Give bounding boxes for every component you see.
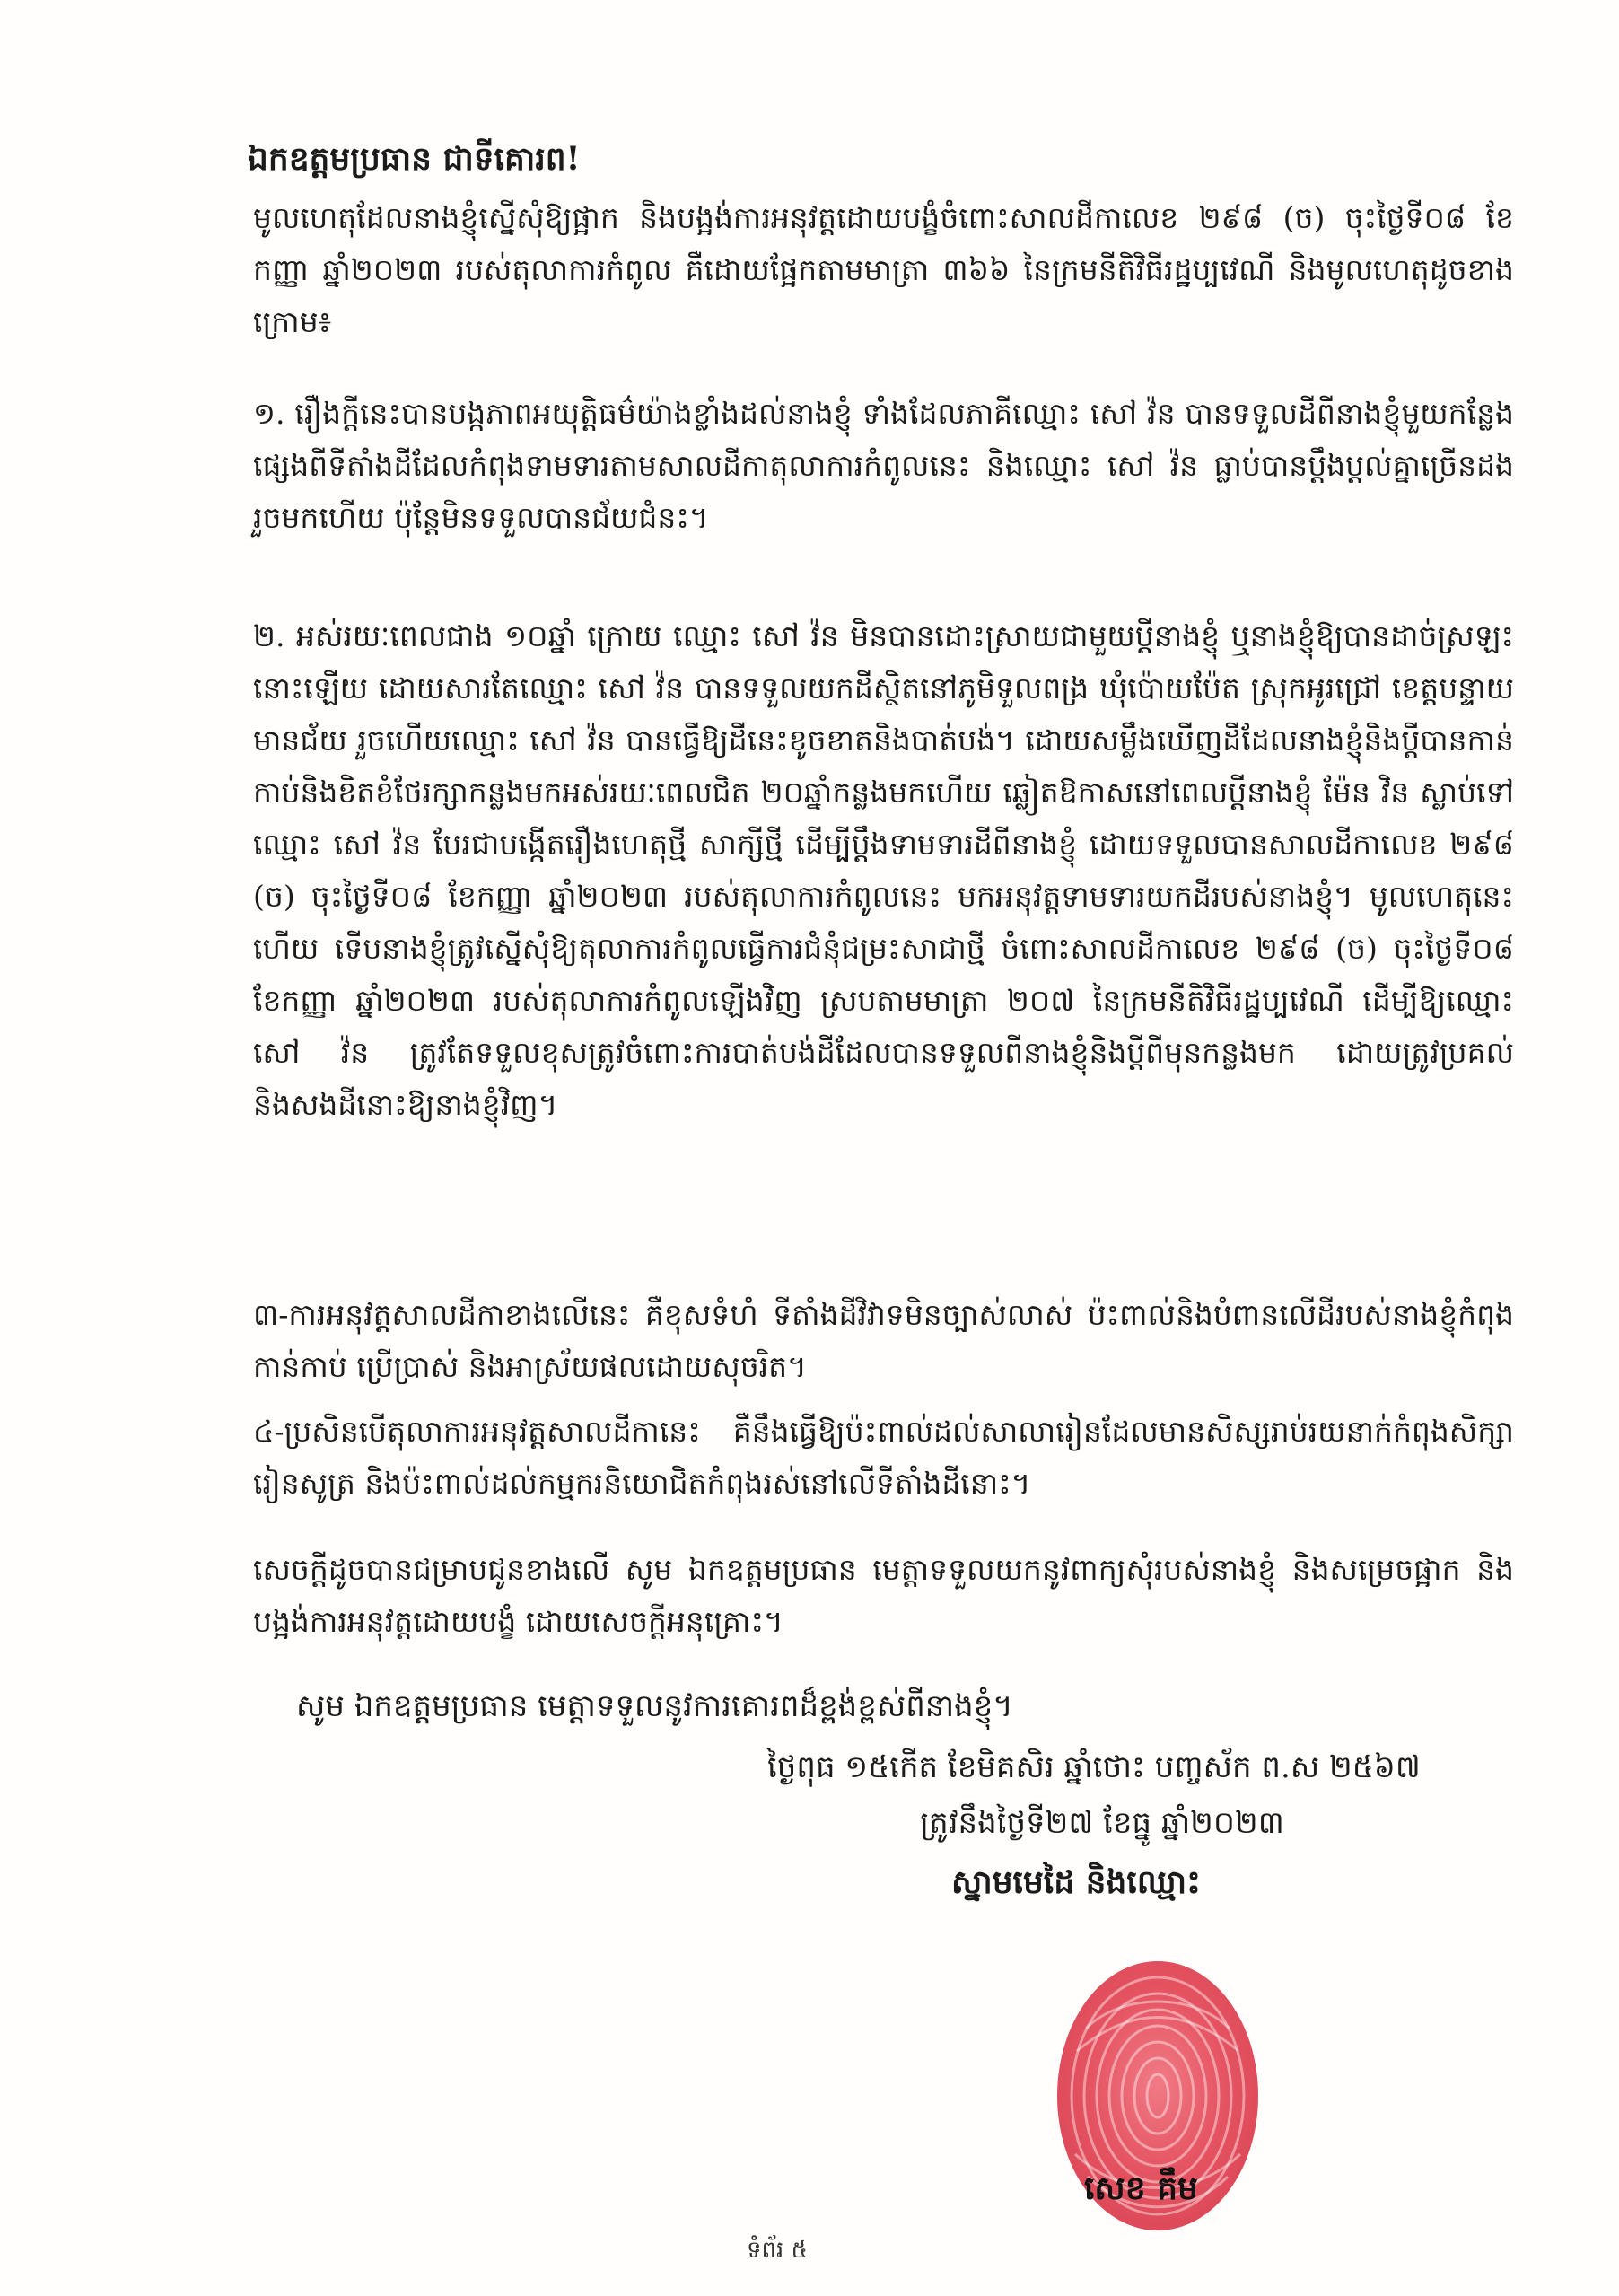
intro-paragraph: [253, 192, 1514, 348]
thumbprint-icon: [1023, 1943, 1292, 2266]
point-2-paragraph: [253, 610, 1514, 1131]
signer-name: សេខ គឹម: [1084, 2169, 1198, 2207]
point-3-text: ៣-ការអនុវត្តសាលដីកាខាងលើនេះ គឺខុសទំហំ ទីតាំងដីវិវាទមិនច្បាស់លាស់ ប៉ះពាល់និងបំពានលើដីរបស់នាងខ្ញុំកំពុងកាន់កាប់ ប្រើប្រាស់ និងអាស្រ័យផលដោយសុចរិត។: [253, 1297, 1514, 1384]
point-4-text: ៤-ប្រសិនបើតុលាការអនុវត្តសាលដីកានេះ គឺនឹងធ្វើឱ្យប៉ះពាល់ដល់សាលារៀនដែលមានសិស្សរាប់រយនាក់កំពុងសិក្សារៀនសូត្រ និងប៉ះពាល់ដល់កម្មករនិយោជិតកំពុងរស់នៅលើទីតាំងដីនោះ។: [253, 1414, 1514, 1501]
point-2-text: ២. អស់រយៈពេលជាង ១០ឆ្នាំ ក្រោយ ឈ្មោះ សៅ វ៉ន មិនបានដោះស្រាយជាមួយប្តីនាងខ្ញុំ ឬនាងខ្ញុំឱ្យបានដាច់ស្រឡះនោះឡើយ ដោយសារតែឈ្មោះ សៅ វ៉ន បានទទួលយកដីស្ថិតនៅភូមិទួលពង្រ ឃុំប៉ោយប៉ែត ស្រុកអូរជ្រៅ ខេត្តបន្ទាយមានជ័យ រួចហើយឈ្មោះ សៅ វ៉ន បានធ្វើឱ្យដីនេះខូចខាតនិងបាត់បង់។ ដោយសម្លឹងឃើញដីដែលនាងខ្ញុំនិងប្តីបានកាន់កាប់និងខិតខំថែរក្សាកន្លងមកអស់រយៈពេលជិត ២០ឆ្នាំកន្លងមកហើយ ឆ្លៀតឱកាសនៅពេលប្តីនាងខ្ញុំ ម៉ែន វិន ស្លាប់ទៅ ឈ្មោះ សៅ វ៉ន បែរជាបង្កើតរឿងហេតុថ្មី សាក្សីថ្មី ដើម្បីប្តឹងទាមទារដីពីនាងខ្ញុំ ដោយទទួលបានសាលដីកាលេខ ២៩៨ (ច) ចុះថ្ងៃទី០៨ ខែកញ្ញា ឆ្នាំ២០២៣ របស់តុលាការកំពូលនេះ មកអនុវត្តទាមទារយកដីរបស់នាងខ្ញុំ។ មូលហេតុនេះហើយ ទើបនាងខ្ញុំត្រូវស្នើសុំឱ្យតុលាការកំពូលធ្វើការជំនុំជម្រះសាជាថ្មី ចំពោះសាលដីកាលេខ ២៩៨ (ច) ចុះថ្ងៃទី០៨ ខែកញ្ញា ឆ្នាំ២០២៣ របស់តុលាការកំពូលឡើងវិញ ស្របតាមមាត្រា ២០៧ នៃក្រមនីតិវិធីរដ្ឋប្បវេណី ដើម្បីឱ្យឈ្មោះ សៅ វ៉ន ត្រូវតែទទួលខុសត្រូវចំពោះការបាត់បង់ដីដែលបានទទួលពីនាងខ្ញុំនិងប្តីពីមុនកន្លងមក ដោយត្រូវប្រគល់និងសងដីនោះឱ្យនាងខ្ញុំវិញ។: [253, 618, 1514, 1122]
point-1-text: ១. រឿងក្តីនេះបានបង្កភាពអយុត្តិធម៌យ៉ាងខ្លាំងដល់នាងខ្ញុំ ទាំងដែលភាគីឈ្មោះ សៅ វ៉ន បានទទួលដីពីនាងខ្ញុំមួយកន្លែងផ្សេងពីទីតាំងដីដែលកំពុងទាមទារតាមសាលដីកាតុលាការកំពូលនេះ និងឈ្មោះ សៅ វ៉ន ធ្លាប់បានប្តឹងប្តល់គ្នាច្រើនដងរួចមកហើយ ប៉ុន្តែមិនទទួលបានជ័យជំនះ។: [253, 396, 1514, 535]
intro-text: មូលហេតុដែលនាងខ្ញុំស្នើសុំឱ្យផ្អាក និងបង្អង់ការអនុវត្តដោយបង្ខំចំពោះសាលដីកាលេខ ២៩៨ (ច) ចុះថ្ងៃទី០៨ ខែកញ្ញា ឆ្នាំ២០២៣ របស់តុលាការកំពូល គឺដោយផ្អែកតាមមាត្រា ៣៦៦ នៃក្រមនីតិវិធីរដ្ឋប្បវេណី និងមូលហេតុដូចខាងក្រោម៖: [253, 200, 1514, 339]
salutation: ឯកឧត្តមប្រធាន ជាទីគោរព!: [248, 140, 581, 178]
page-number: ទំព័រ ៥: [747, 2237, 808, 2264]
signature-label: ស្នាមមេដៃ និងឈ្មោះ: [951, 1863, 1201, 1901]
closing-paragraph: [253, 1544, 1514, 1648]
point-1-paragraph: [253, 388, 1514, 544]
point-4-paragraph: [253, 1406, 1514, 1510]
solar-date: ត្រូវនឹងថ្ងៃទី២៧ ខែធ្នូ ឆ្នាំ២០២៣: [920, 1805, 1284, 1841]
lunar-date: ថ្ងៃពុធ ១៥កើត ខែមិគសិរ ឆ្នាំថោះ បញ្ចស័ក ព.ស ២៥៦៧: [767, 1749, 1421, 1785]
respect-line: សូម ឯកឧត្តមប្រធាន មេត្តាទទួលនូវការគោរពដ៏ខ្ពង់ខ្ពស់ពីនាងខ្ញុំ។: [296, 1688, 1013, 1724]
closing-text: សេចក្តីដូចបានជម្រាបជូនខាងលើ សូម ឯកឧត្តមប្រធាន មេត្តាទទួលយកនូវពាក្យសុំរបស់នាងខ្ញុំ និងសម្រេចផ្អាក និងបង្អង់ការអនុវត្តដោយបង្ខំ ដោយសេចក្តីអនុគ្រោះ។: [253, 1552, 1514, 1639]
point-3-paragraph: [253, 1289, 1514, 1393]
